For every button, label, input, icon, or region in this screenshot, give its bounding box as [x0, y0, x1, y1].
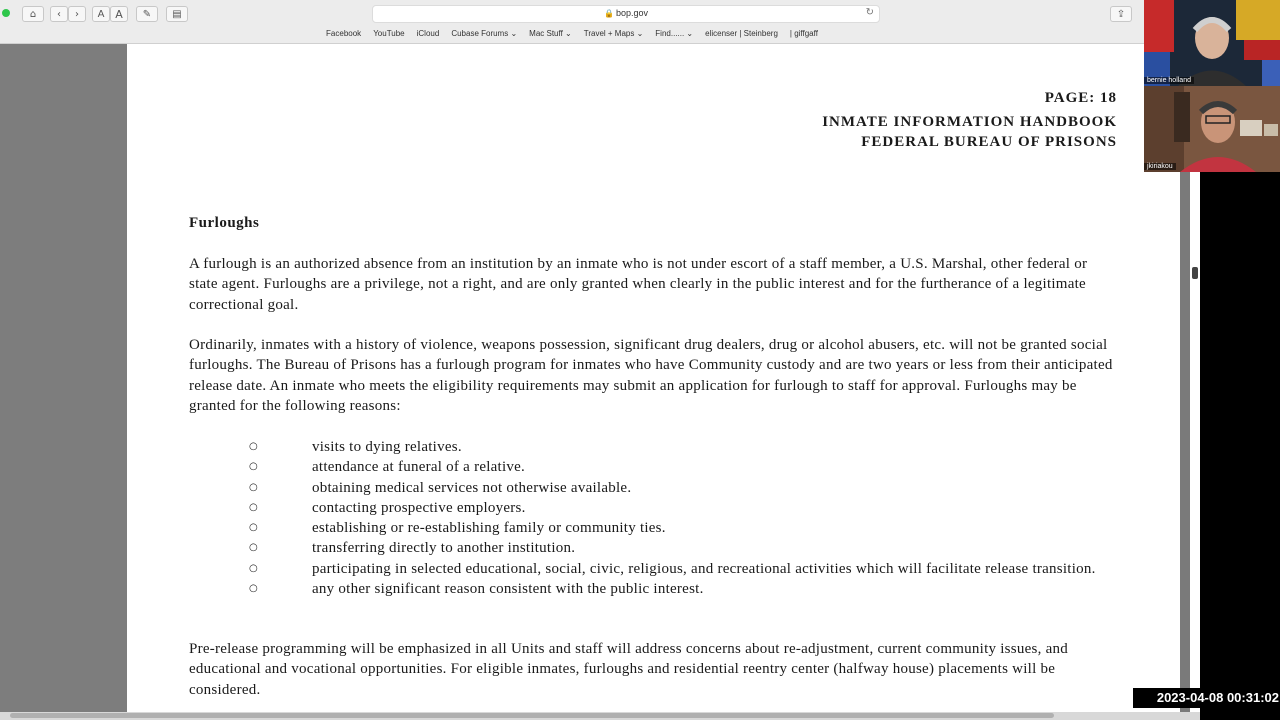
list-item: ○ any other significant reason consistent with the public interest.: [127, 579, 1112, 599]
bullet-icon: ○: [249, 441, 258, 452]
bullet-icon: ○: [249, 481, 258, 493]
forward-icon[interactable]: ›: [68, 6, 86, 22]
bookmark-travel-maps[interactable]: Travel + Maps ⌄: [583, 29, 644, 38]
page-number: PAGE: 18: [1044, 90, 1117, 106]
participant-2-video-frame: [1144, 86, 1280, 172]
list-item: ○ obtaining medical services not otherwise available.: [127, 478, 1112, 498]
bookmark-youtube[interactable]: YouTube: [373, 29, 405, 38]
paragraph-definition: A furlough is an authorized absence from an institution by an inmate who is not under escort of a staff member, a U.S. Marshal, other federal or state agent. Furloughs are a privilege, not a right, and are only granted when clearly in the public interest and for the furtherance of a legitimate correctional goal.: [189, 256, 1088, 313]
lock-icon: 🔒: [604, 9, 614, 18]
reload-icon[interactable]: ↻: [865, 7, 874, 18]
bookmark-facebook[interactable]: Facebook: [326, 29, 362, 38]
participant-1-name: bernie holland: [1144, 77, 1194, 84]
bookmark-mac-stuff[interactable]: Mac Stuff ⌄: [529, 29, 572, 38]
bullet-icon: ○: [249, 562, 258, 574]
bullet-icon: ○: [249, 501, 258, 513]
agency-name: FEDERAL BUREAU OF PRISONS: [861, 134, 1117, 150]
list-item: ○ establishing or re-establishing family or community ties.: [127, 518, 1112, 538]
handbook-title: INMATE INFORMATION HANDBOOK: [822, 114, 1117, 130]
bookmark-elicenser[interactable]: elicenser | Steinberg: [705, 29, 778, 38]
paragraph-pre-release: Pre-release programming will be emphasized in all Units and staff will address concerns about re-adjustment, current community issues, and educational and vocational opportunities. For eligible inmates, furloughs and residential reentry center (halfway house) placements will be considered.: [189, 641, 1068, 698]
recording-timestamp: 2023-04-08 00:31:02: [1133, 688, 1280, 708]
participant-video-2: [1144, 86, 1280, 172]
window-zoom-button[interactable]: [2, 9, 10, 17]
list-item: ○ visits to dying relatives.: [127, 437, 1112, 457]
bullet-icon: ○: [249, 461, 258, 473]
horizontal-scroll-thumb[interactable]: [10, 713, 1054, 718]
list-item: ○ transferring directly to another institution.: [127, 538, 1112, 558]
home-icon[interactable]: ⌂: [22, 6, 44, 22]
bullet-icon: ○: [249, 522, 258, 534]
browser-toolbar: [0, 0, 1144, 26]
share-icon[interactable]: ⇪: [1110, 6, 1132, 22]
sidebar-icon[interactable]: ▤: [166, 6, 188, 22]
document-page: [127, 44, 1180, 712]
bookmark-giffgaff[interactable]: | giffgaff: [789, 29, 818, 38]
participant-1-video-frame: [1144, 0, 1280, 86]
text-larger-button[interactable]: A: [110, 6, 128, 22]
paragraph-eligibility: Ordinarily, inmates with a history of violence, weapons possession, significant drug dealers, drug or alcohol abusers, etc. will not be granted social furloughs. The Bureau of Prisons has a furlough program for inmates who have Community custody and are two years or less from their anticipated release date. An inmate who meets the eligibility requirements may submit an application for furlough to staff for approval. Furloughs may be granted for the following reasons:: [189, 337, 1113, 414]
list-item: ○ attendance at funeral of a relative.: [127, 457, 1112, 477]
bookmarks-bar: [0, 26, 1144, 44]
mouse-cursor-icon: [1192, 267, 1198, 279]
bookmark-cubase-forums[interactable]: Cubase Forums ⌄: [451, 29, 518, 38]
bullet-icon: ○: [249, 583, 258, 595]
participant-2-name: jkiriakou: [1144, 163, 1176, 170]
url-text: bop.gov: [615, 8, 648, 18]
text-smaller-button[interactable]: A: [92, 6, 110, 22]
viewer-background-left: [0, 44, 127, 712]
back-icon[interactable]: ‹: [50, 6, 68, 22]
screen-share-background: [1200, 172, 1280, 720]
list-item: ○ participating in selected educational, social, civic, religious, and recreational activities which will facilitate release transition.: [127, 559, 1112, 579]
furlough-reasons-list: [127, 437, 1180, 599]
section-title: Furloughs: [189, 215, 260, 231]
annotate-icon[interactable]: ✎: [136, 6, 158, 22]
bullet-icon: ○: [249, 542, 258, 554]
bookmark-icloud[interactable]: iCloud: [416, 29, 440, 38]
participant-video-1: [1144, 0, 1280, 86]
bookmark-find[interactable]: Find...... ⌄: [655, 29, 694, 38]
list-item: ○ contacting prospective employers.: [127, 498, 1112, 518]
address-bar[interactable]: [372, 5, 880, 23]
